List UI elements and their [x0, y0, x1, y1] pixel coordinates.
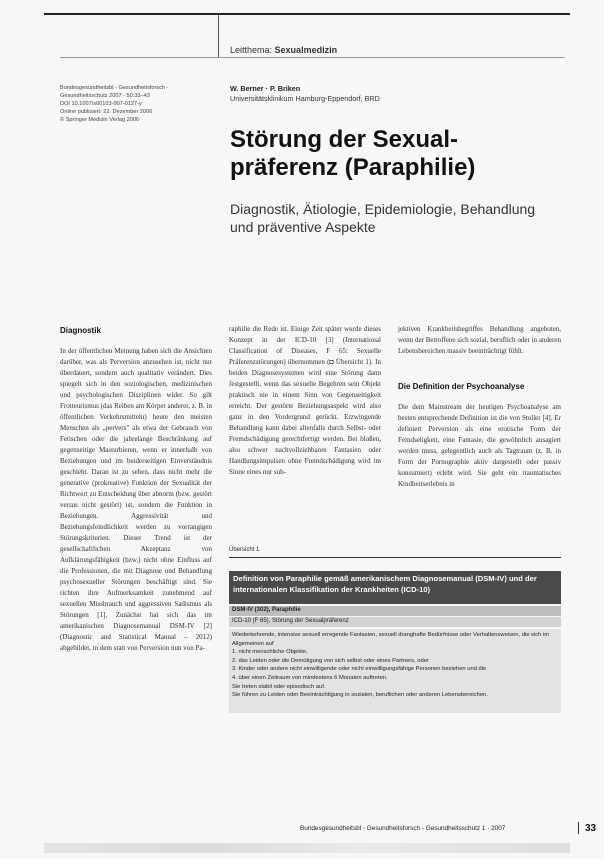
- scan-edge: [44, 843, 570, 853]
- leitthema-prefix: Leitthema:: [230, 45, 273, 55]
- leitthema-topic: Sexualmedizin: [274, 45, 338, 55]
- overview-box-label: Übersicht 1: [229, 547, 260, 553]
- overview-box-heading: Definition von Paraphilie gemäß amerikanischem Diagnosemanual (DSM-IV) und der internationalen Klassifikation der Krankheiten (ICD-10): [229, 571, 561, 604]
- overview-box: [229, 547, 561, 713]
- affiliation: Universitätsklinikum Hamburg-Eppendorf, BRD: [230, 94, 380, 103]
- authors: W. Berner · P. Briken: [230, 84, 301, 93]
- page-number: 33: [585, 823, 597, 834]
- column-2-text: [229, 324, 381, 478]
- journal-footer: Bundesgesundheitsbl - Gesundheitsforsch - Gesundheitsschutz 1 · 2007: [300, 825, 506, 832]
- criteria-line: 3. Kinder oder andere nicht einwilligende oder nicht einwilligungsfähige Personen beziehen und die: [232, 666, 487, 673]
- header-rule: [60, 57, 565, 58]
- criteria-line: 1. nicht menschliche Objekte,: [232, 649, 308, 656]
- body-paragraph: Die dem Mainstream der heutigen Psychoanalyse am besten entsprechende Definition ist die von Stoller [4]. Er definiert Perversion als eine erotische Form der Feindseligkeit, eine Fantasie, die gewöhnlich ausagiert werden muss, gelegentlich auch als Tagtraum (z. B. in Form der Pornographie aktiv dargestellt oder passiv konsumiert) erlebt wird. Sie geht ein traumatisches Kindheitserlebnis in: [398, 403, 561, 488]
- body-paragraph: raphilie die Rede ist. Einige Zeit später wurde dieses Konzept in der ICD-10 [3] (International Classification of Diseases, F 65: Sexuelle Präferenzstörungen) übernommen (◘ Übersicht 1). In beiden Diagnosesystemen wird eine Störung dann festgestellt, wenn das sexuelle Begehren sein Objekt praktisch nie in einem Sinn von Gegenseitigkeit erreicht. Der gestörte Beziehungsaspekt wird also ganz in den Vordergrund gerückt. Erzwingende Behandlung kann dabei allenfalls durch Selbst- oder Fremdschädigung gerechtfertigt werden. Bei bloßen, also schwer nachvollziehbaren Fantasien oder Handlungsimpulsen ohne Fremdschädigung wird im Sinne eines nur sub-: [229, 325, 381, 476]
- page-number-divider: [578, 822, 579, 834]
- overview-box-body: [229, 629, 561, 713]
- top-rule: [44, 13, 570, 15]
- publication-meta: [60, 84, 210, 124]
- section-heading-diagnostik: Diagnostik: [60, 326, 101, 335]
- section-heading-psychoanalyse: Die Definition der Psychoanalyse: [398, 382, 525, 391]
- meta-line: Online publiziert: 22. Dezember 2006: [60, 109, 153, 115]
- header-divider: [218, 15, 219, 57]
- icd-row: ICD-10 (F 65), Störung der Sexualpräferenz: [229, 617, 561, 627]
- article-title: Störung der Sexual-präferenz (Paraphilie): [230, 126, 476, 181]
- meta-line: Bundesgesundheitsbl - Gesundheitsforsch -: [60, 85, 169, 91]
- article-subtitle: Diagnostik, Ätiologie, Epidemiologie, Behandlung und präventive Aspekte: [230, 201, 536, 235]
- criteria-line: 2. das Leiden oder die Demütigung von sich selbst oder eines Partners, oder: [232, 657, 429, 664]
- column-3-text-b: [398, 402, 561, 490]
- leitthema-label: [230, 45, 337, 55]
- criteria-line: Sie führen zu Leiden oder Beeinträchtigung in sozialen, beruflichen oder anderen Lebensbereichen.: [232, 692, 488, 699]
- criteria-line: 4. über einen Zeitraum von mindestens 6 Monaten auftreten.: [232, 674, 388, 681]
- meta-line: Gesundheitsschutz 2007 · 50:33–43: [60, 93, 150, 99]
- body-paragraph: jektiven Krankheitsbegriffes Behandlung angeboten, wenn der Betroffene sich sozial, beruflich oder in anderen Lebensbereichen massiv beeinträchtigt fühlt.: [398, 325, 561, 355]
- criteria-line: Wiederkehrende, intensive sexuell erregende Fantasien, sexuell dranghafte Bedürfnisse oder Verhaltensweisen, die sich im Allgemeinen auf: [232, 632, 550, 647]
- body-paragraph: In der öffentlichen Meinung haben sich die Ansichten darüber, was als Perversion anzusehen ist, nicht nur überdauert, sondern auch qualitativ verändert. Dies spiegelt sich in den soziologischen, medizinischen und psychologischen Disziplinen wider. So gilt Frotteurismus (das Reiben am Körper anderer, z. B. in öffentlichen Verkehrsmitteln) heute den meisten Menschen als „pervers" als etwa der Gebrauch von Fetischen oder die jahrelange Beschränkung auf gegenseitige Masturbieren, wenn er innerhalb von Beziehungen und im beiderseitigen Einverständnis geschieht. Daran ist zu sehen, dass nicht mehr die generative (prokreative) Funktion der Sexualität der Richtwert zu Entscheidung über abnorm (bzw. gestört versus nicht gestört) ist, sondern die Funktion in Beziehungen. Aggressivität und Beziehungsfeindlichkeit werden zu vorrangigen Störungskriterien. Dieser Trend ist der gesellschaftlichen Akzeptanz von Aufklärungsfähigkeit (bzw.) nicht ohne Einfluss auf die Professionen, die mit Diagnose und Behandlung psychosexueller Störungen beschäftigt sind. Sie richten ihre Aufmerksamkeit zunehmend auf sexuellen Missbrauch und aggressiven Sadismus als Störungen [1]. Zunächst hat sich das im amerikanischen Diagnosemanual DSM-IV [2] (Diagnostic and Statistical Manual – 2012) abgebildet, in dem statt von Perversion nun von Pa-: [60, 347, 212, 652]
- meta-line: DOI 10.1007/s00103-007-0127-y: [60, 101, 142, 107]
- column-3-text-a: [398, 324, 561, 357]
- dsm-row: DSM-IV (302), Paraphilie: [229, 606, 561, 616]
- column-1-text: [60, 346, 212, 654]
- criteria-line: Sie treten stabil oder episodisch auf.: [232, 683, 326, 690]
- overview-box-rule: [229, 557, 561, 558]
- meta-line: © Springer Medizin Verlag 2006: [60, 117, 140, 123]
